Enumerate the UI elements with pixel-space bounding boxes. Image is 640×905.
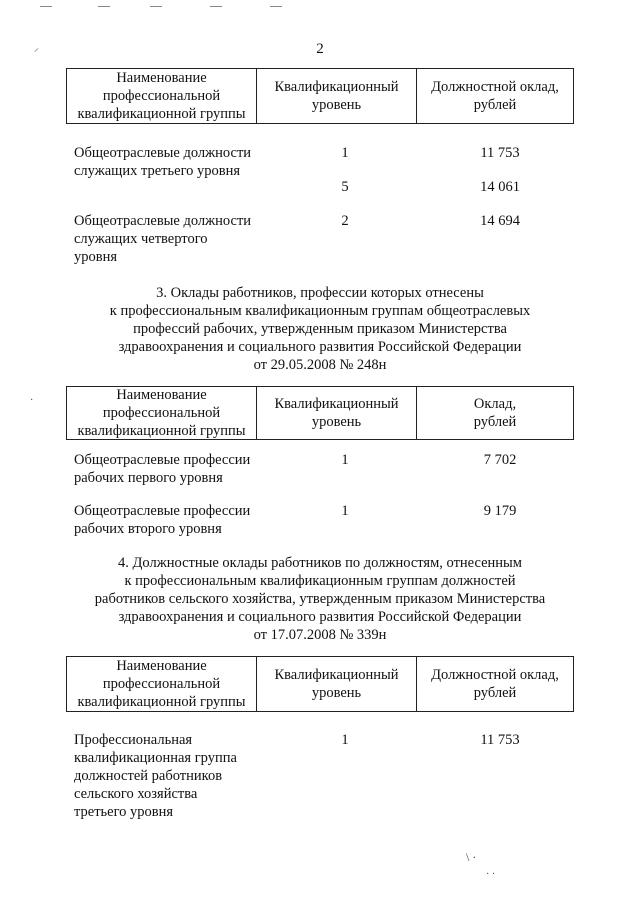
header-salary-line: рублей xyxy=(473,685,517,701)
section-title-line: к профессиональным квалификационным группам должностей xyxy=(124,573,516,589)
header-salary-cell xyxy=(417,387,573,439)
table3-header xyxy=(66,656,574,712)
header-group-line: Наименование xyxy=(116,70,207,86)
row-name-line: рабочих первого уровня xyxy=(74,470,223,486)
row-name-line: Профессиональная xyxy=(74,732,193,748)
header-group-cell xyxy=(67,387,257,439)
header-group-line: профессиональной xyxy=(102,405,221,421)
section-title-line: от 17.07.2008 № 339н xyxy=(253,627,387,643)
table2-header xyxy=(66,386,574,440)
table1-row1-salary: 11 753 xyxy=(480,145,520,161)
header-salary-line: Должностной оклад, xyxy=(431,79,559,95)
header-salary-line: Должностной оклад, xyxy=(431,667,559,683)
section-title-line: здравоохранения и социального развития Российской Федерации xyxy=(118,339,522,355)
header-group-line: квалификационной группы xyxy=(77,106,246,122)
header-level-cell xyxy=(257,657,417,711)
header-group-line: Наименование xyxy=(116,658,207,674)
row-name-line: третьего уровня xyxy=(74,804,174,820)
row-name-line: должностей работников xyxy=(74,768,223,784)
section-title-line: здравоохранения и социального развития Российской Федерации xyxy=(118,609,522,625)
header-group-line: профессиональной xyxy=(102,88,221,104)
section-title-line: 4. Должностные оклады работников по должностям, отнесенным xyxy=(118,555,522,571)
row-name-line: рабочих второго уровня xyxy=(74,521,222,537)
table2-row1-salary: 7 702 xyxy=(483,452,517,468)
section-title-line: 3. Оклады работников, профессии которых отнесены xyxy=(156,285,484,301)
scan-speck: \ · xyxy=(466,850,477,864)
header-level-line: уровень xyxy=(311,414,362,430)
header-group-line: квалификационной группы xyxy=(77,694,246,710)
header-level-line: уровень xyxy=(311,685,362,701)
section-title-line: профессий рабочих, утвержденным приказом Министерства xyxy=(133,321,507,337)
table1-row2-name xyxy=(74,212,274,266)
table1-row1-name xyxy=(74,144,274,180)
table2-row1-level: 1 xyxy=(341,452,349,468)
row-name-line: квалификационная группа xyxy=(74,750,237,766)
row-name-line: служащих четвертого xyxy=(74,231,208,247)
table2-row2-name xyxy=(74,502,274,538)
header-group-line: Наименование xyxy=(116,387,207,403)
scan-speck: ⸝ xyxy=(34,43,39,54)
row-name-line: Общеотраслевые профессии xyxy=(74,452,251,468)
table1-row1b-salary: 14 061 xyxy=(480,179,520,195)
section-title-line: от 29.05.2008 № 248н xyxy=(253,357,387,373)
table3-row1-salary: 11 753 xyxy=(480,732,520,748)
header-salary-cell xyxy=(417,69,573,123)
section-title-line: работников сельского хозяйства, утвержденным приказом Министерства xyxy=(94,591,546,607)
table1-header xyxy=(66,68,574,124)
scan-speck: · xyxy=(30,395,34,406)
header-level-line: Квалификационный xyxy=(274,667,399,683)
table1-row2-level: 2 xyxy=(341,213,349,229)
scan-edge-line xyxy=(150,6,162,7)
header-group-cell xyxy=(67,657,257,711)
table1-row2-salary: 14 694 xyxy=(480,213,520,229)
section-title-line: к профессиональным квалификационным группам общеотраслевых xyxy=(109,303,531,319)
table3-row1-level: 1 xyxy=(341,732,349,748)
scan-edge-line xyxy=(210,6,222,7)
row-name-line: сельского хозяйства xyxy=(74,786,198,802)
row-name-line: уровня xyxy=(74,249,118,265)
table2-row2-level: 1 xyxy=(341,503,349,519)
scan-edge-line xyxy=(98,6,110,7)
table2-row2-salary: 9 179 xyxy=(483,503,517,519)
table2-row1-name xyxy=(74,451,274,487)
header-salary-line: Оклад, xyxy=(473,396,517,412)
scan-edge-line xyxy=(40,6,52,7)
header-salary-cell xyxy=(417,657,573,711)
row-name-line: Общеотраслевые профессии xyxy=(74,503,251,519)
table1-row1-level: 1 xyxy=(341,145,349,161)
scan-speck: · · xyxy=(486,869,496,880)
row-name-line: Общеотраслевые должности xyxy=(74,145,252,161)
header-salary-line: рублей xyxy=(473,414,517,430)
header-group-line: профессиональной xyxy=(102,676,221,692)
header-level-cell xyxy=(257,69,417,123)
row-name-line: Общеотраслевые должности xyxy=(74,213,252,229)
section3-title xyxy=(60,284,580,374)
table3-row1-name xyxy=(74,731,274,821)
header-group-cell xyxy=(67,69,257,123)
scan-edge-line xyxy=(270,6,282,7)
table1-row1b-level: 5 xyxy=(341,179,349,195)
header-group-line: квалификационной группы xyxy=(77,423,246,439)
header-level-line: Квалификационный xyxy=(274,396,399,412)
row-name-line: служащих третьего уровня xyxy=(74,163,241,179)
header-level-line: уровень xyxy=(311,97,362,113)
section4-title xyxy=(60,554,580,644)
header-level-line: Квалификационный xyxy=(274,79,399,95)
header-salary-line: рублей xyxy=(473,97,517,113)
page-number: 2 xyxy=(316,41,324,57)
header-level-cell xyxy=(257,387,417,439)
